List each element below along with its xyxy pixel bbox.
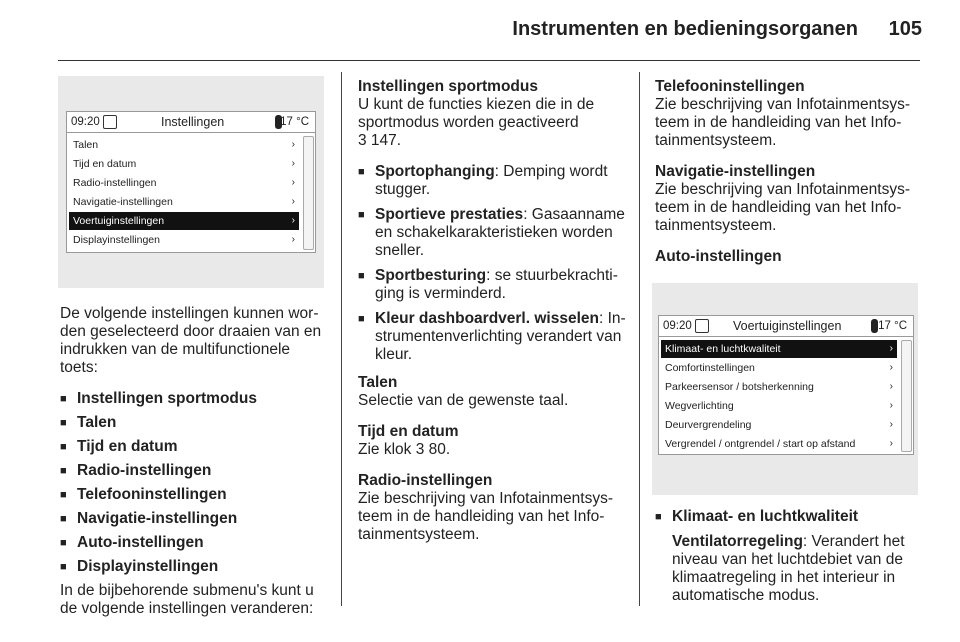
scrollbar[interactable] [303,136,314,250]
chevron-right-icon: › [291,139,295,150]
list-item: ■ Telefooninstellingen [60,486,330,504]
menu-item-label: Deurvergrendeling [665,419,752,431]
chevron-right-icon: › [889,381,893,392]
menu-item[interactable] [661,378,897,396]
header-rule [58,60,920,61]
heading: Navigatie-instellingen [655,163,816,180]
menu-item[interactable] [69,174,299,192]
intro-text: De volgende instellingen kunnen wor-den geselecteerd door draaien van en indrukken van de multifunctionele toets: [60,305,322,376]
temperature: 17 °C [280,116,309,128]
menu-item[interactable] [69,231,299,249]
menu-item[interactable] [661,435,897,453]
paragraph: Zie beschrijving van Infotainmentsys-teem in de handleiding van het Info-tainmentsysteem. [655,181,911,234]
column-divider [341,72,342,606]
list-item: ■ Sportbesturing: se stuurbekrachti-ging is verminderd. [358,267,626,303]
menu-item[interactable] [69,212,299,230]
column-2 [358,78,626,557]
menu-item-label: Klimaat- en luchtkwaliteit [665,343,781,355]
list-item: ■ Navigatie-instellingen [60,510,330,528]
settings-screenshot [58,76,324,288]
chevron-right-icon: › [291,177,295,188]
paragraph: Zie klok 3 80. [358,441,451,458]
list-item: ■ Sportophanging: Demping wordt stugger. [358,163,626,199]
heading: Instellingen sportmodus [358,78,538,95]
list-item: ■ Tijd en datum [60,438,330,456]
menu-item-label: Displayinstellingen [73,234,160,246]
temperature: 17 °C [878,320,907,332]
column-1 [60,305,330,631]
menu-item[interactable] [661,340,897,358]
divider [659,336,913,337]
list-item: ■ Sportieve prestaties: Gasaanname en schakelkarakteristieken worden sneller. [358,206,626,260]
paragraph: Zie beschrijving van Infotainmentsys-teem in de handleiding van het Info-tainmentsysteem. [358,490,614,543]
status-bar [67,112,315,132]
list-item: ■ Talen [60,414,330,432]
menu-item-label: Comfortinstellingen [665,362,755,374]
thermometer-icon [871,319,878,333]
sub-paragraph [655,533,925,605]
column-3-lower [655,508,925,605]
paragraph: U kunt de functies kiezen die in de sportmodus worden geactiveerd [358,96,595,131]
heading: Auto-instellingen [655,248,782,265]
paragraph: Selectie van de gewenste taal. [358,392,569,409]
menu-item[interactable] [661,416,897,434]
page-number: 105 [888,18,922,40]
display-screen [66,111,316,253]
paragraph: Zie beschrijving van Infotainmentsys-teem in de handleiding van het Info-tainmentsysteem. [655,96,911,149]
clock-time: 09:20 [71,116,100,128]
sub-text: : Verandert het niveau van het luchtdebiet van de klimaatregeling in het interieur in automatische modus. [672,533,905,604]
status-bar [659,316,913,336]
chevron-right-icon: › [889,343,893,354]
menu-item[interactable] [69,136,299,154]
chevron-right-icon: › [291,234,295,245]
heading: Talen [358,374,398,391]
heading: Radio-instellingen [358,472,493,489]
chevron-right-icon: › [291,196,295,207]
column-3 [655,78,925,279]
menu-item-label: Talen [73,139,99,151]
menu-item-label: Voertuiginstellingen [73,215,165,227]
menu-item[interactable] [661,359,897,377]
outro-text: In de bijbehorende submenu's kunt u de volgende instellingen veranderen: [60,582,314,617]
clock-icon [103,115,117,129]
menu-item[interactable] [69,193,299,211]
sub-heading: Ventilatorregeling [672,533,803,550]
menu-item-label: Vergrendel / ontgrendel / start op afstand [665,438,856,450]
header-title: Instrumenten en bedieningsorganen [512,18,858,40]
chevron-right-icon: › [889,419,893,430]
heading: Telefooninstellingen [655,78,805,95]
clock-icon [695,319,709,333]
display-screen [658,315,914,455]
screen-title: Instellingen [161,115,225,129]
menu-item[interactable] [69,155,299,173]
list-item: ■ Instellingen sportmodus [60,390,330,408]
menu-item-label: Radio-instellingen [73,177,157,189]
list-item: ■ Displayinstellingen [60,558,330,576]
menu-item-label: Wegverlichting [665,400,734,412]
menu-item[interactable] [661,397,897,415]
menu-item-label: Parkeersensor / botsherkenning [665,381,814,393]
chevron-right-icon: › [889,400,893,411]
heading: Tijd en datum [358,423,459,440]
list-item: ■ Auto-instellingen [60,534,330,552]
chevron-right-icon: › [889,438,893,449]
page-header [0,18,960,48]
list-item: ■ Klimaat- en luchtkwaliteit [655,508,925,526]
page-reference: 3 147. [358,132,402,149]
divider [67,132,315,133]
chevron-right-icon: › [889,362,893,373]
menu-item-label: Tijd en datum [73,158,137,170]
chevron-right-icon: › [291,215,295,226]
vehicle-settings-screenshot [652,283,918,495]
screen-title: Voertuiginstellingen [733,319,842,333]
column-divider [639,72,640,606]
clock-time: 09:20 [663,320,692,332]
chevron-right-icon: › [291,158,295,169]
list-item: ■ Kleur dashboardverl. wisselen: In-strumentenverlichting verandert van kleur. [358,310,626,364]
list-item: ■ Radio-instellingen [60,462,330,480]
menu-item-label: Navigatie-instellingen [73,196,173,208]
scrollbar[interactable] [901,340,912,452]
